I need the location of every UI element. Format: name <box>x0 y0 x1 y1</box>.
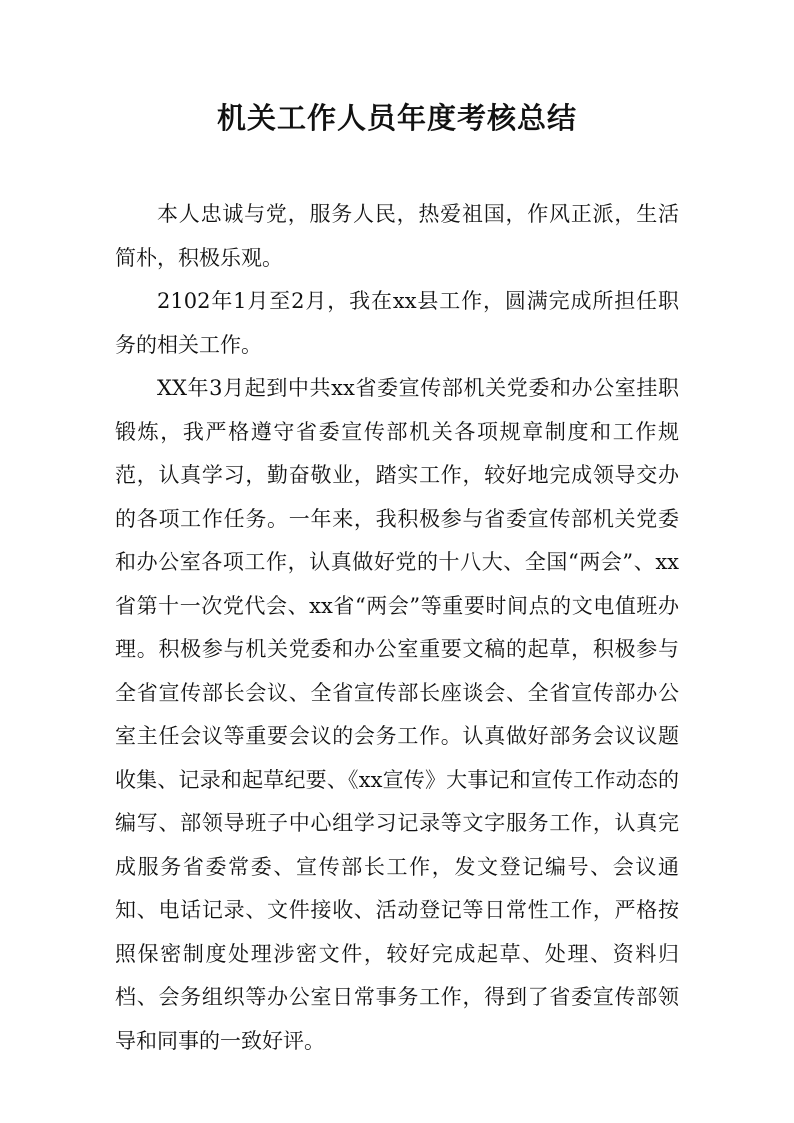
paragraph-3: XX年3月起到中共xx省委宣传部机关党委和办公室挂职锻炼，我严格遵守省委宣传部机关各项规章制度和工作规范，认真学习，勤奋敬业，踏实工作，较好地完成领导交办的各项工作任务。一年来，我积极参与省委宣传部机关党委和办公室各项工作，认真做好党的十八大、全国“两会”、xx省第十一次党代会、xx省“两会”等重要时间点的文电值班办理。积极参与机关党委和办公室重要文稿的起草，积极参与全省宣传部长会议、全省宣传部长座谈会、全省宣传部办公室主任会议等重要会议的会务工作。认真做好部务会议议题收集、记录和起草纪要、《xx宣传》大事记和宣传工作动态的编写、部领导班子中心组学习记录等文字服务工作，认真完成服务省委常委、宣传部长工作，发文登记编号、会议通知、电话记录、文件接收、活动登记等日常性工作，严格按照保密制度处理涉密文件，较好完成起草、处理、资料归档、会务组织等办公室日常事务工作，得到了省委宣传部领导和同事的一致好评。 <box>115 376 679 1053</box>
paragraph-2: 2102年1月至2月，我在xx县工作，圆满完成所担任职务的相关工作。 <box>115 289 679 357</box>
document-title: 机关工作人员年度考核总结 <box>216 101 577 135</box>
document-body <box>115 193 679 1063</box>
paragraph-1: 本人忠诚与党，服务人民，热爱祖国，作风正派，生活简朴，积极乐观。 <box>115 202 679 270</box>
